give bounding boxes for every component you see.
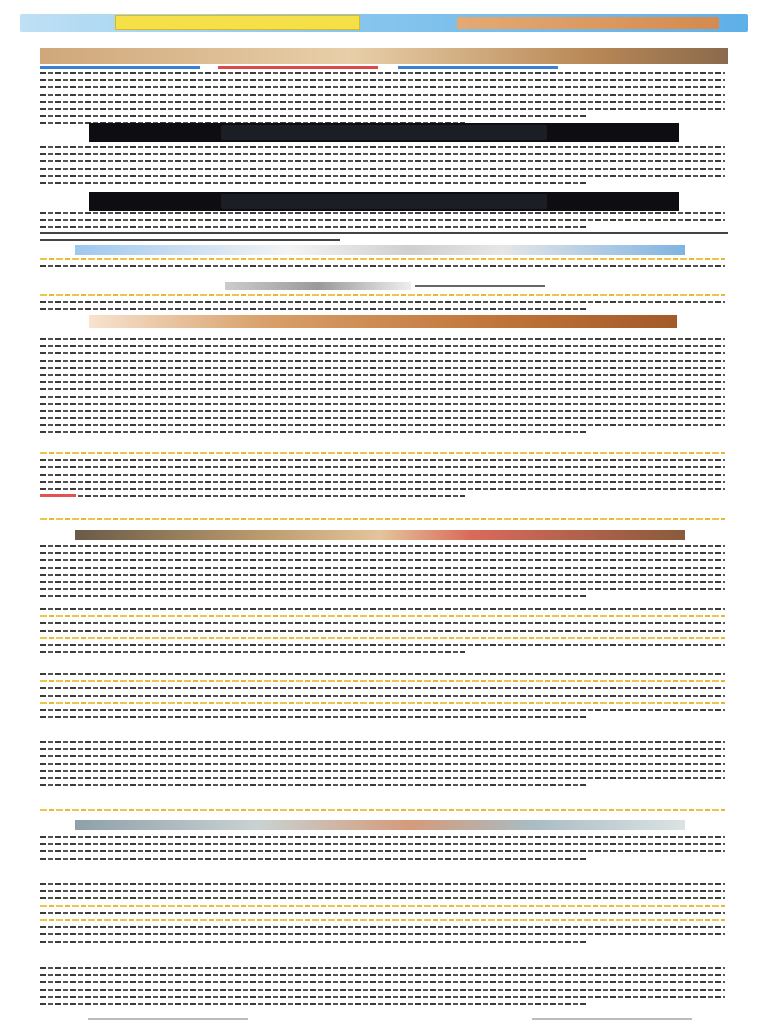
banner-badge xyxy=(115,15,360,30)
tab-1[interactable] xyxy=(218,66,378,69)
body-paragraph xyxy=(40,518,725,525)
body-paragraph xyxy=(40,146,725,189)
tab-0[interactable] xyxy=(40,66,200,69)
body-paragraph xyxy=(40,673,725,723)
body-paragraph xyxy=(40,294,725,316)
footer-divider xyxy=(88,1018,248,1020)
thumbnail xyxy=(225,282,411,290)
play-icon[interactable] xyxy=(221,125,547,140)
body-paragraph xyxy=(40,836,725,865)
image-strip xyxy=(75,245,685,255)
image-strip xyxy=(75,820,685,830)
body-paragraph xyxy=(40,741,725,791)
image-strip xyxy=(75,530,685,540)
red-link-mark[interactable] xyxy=(40,494,76,497)
divider xyxy=(40,239,340,241)
footer-divider xyxy=(532,1018,692,1020)
body-paragraph xyxy=(40,338,725,439)
quote-banner xyxy=(89,315,677,328)
body-paragraph xyxy=(40,809,725,816)
body-paragraph xyxy=(40,967,725,1010)
site-title xyxy=(150,4,620,14)
nav-item-0[interactable] xyxy=(20,35,54,43)
body-paragraph xyxy=(40,72,725,130)
body-paragraph xyxy=(40,608,725,658)
body-paragraph xyxy=(40,212,725,234)
video-player[interactable] xyxy=(89,123,679,142)
nav-item-5[interactable] xyxy=(710,35,746,43)
body-paragraph xyxy=(40,258,725,272)
hero-image xyxy=(40,48,728,64)
divider xyxy=(40,232,728,234)
body-paragraph xyxy=(40,545,725,603)
thumbnail-caption xyxy=(415,285,545,287)
inline-image xyxy=(225,282,547,290)
promo-banner[interactable] xyxy=(20,14,748,32)
video-player[interactable] xyxy=(89,192,679,211)
tab-2[interactable] xyxy=(398,66,558,69)
play-icon[interactable] xyxy=(221,194,547,209)
body-paragraph xyxy=(40,883,725,948)
article-title xyxy=(120,42,650,48)
banner-cta-button[interactable] xyxy=(457,17,719,29)
body-paragraph xyxy=(40,452,725,502)
